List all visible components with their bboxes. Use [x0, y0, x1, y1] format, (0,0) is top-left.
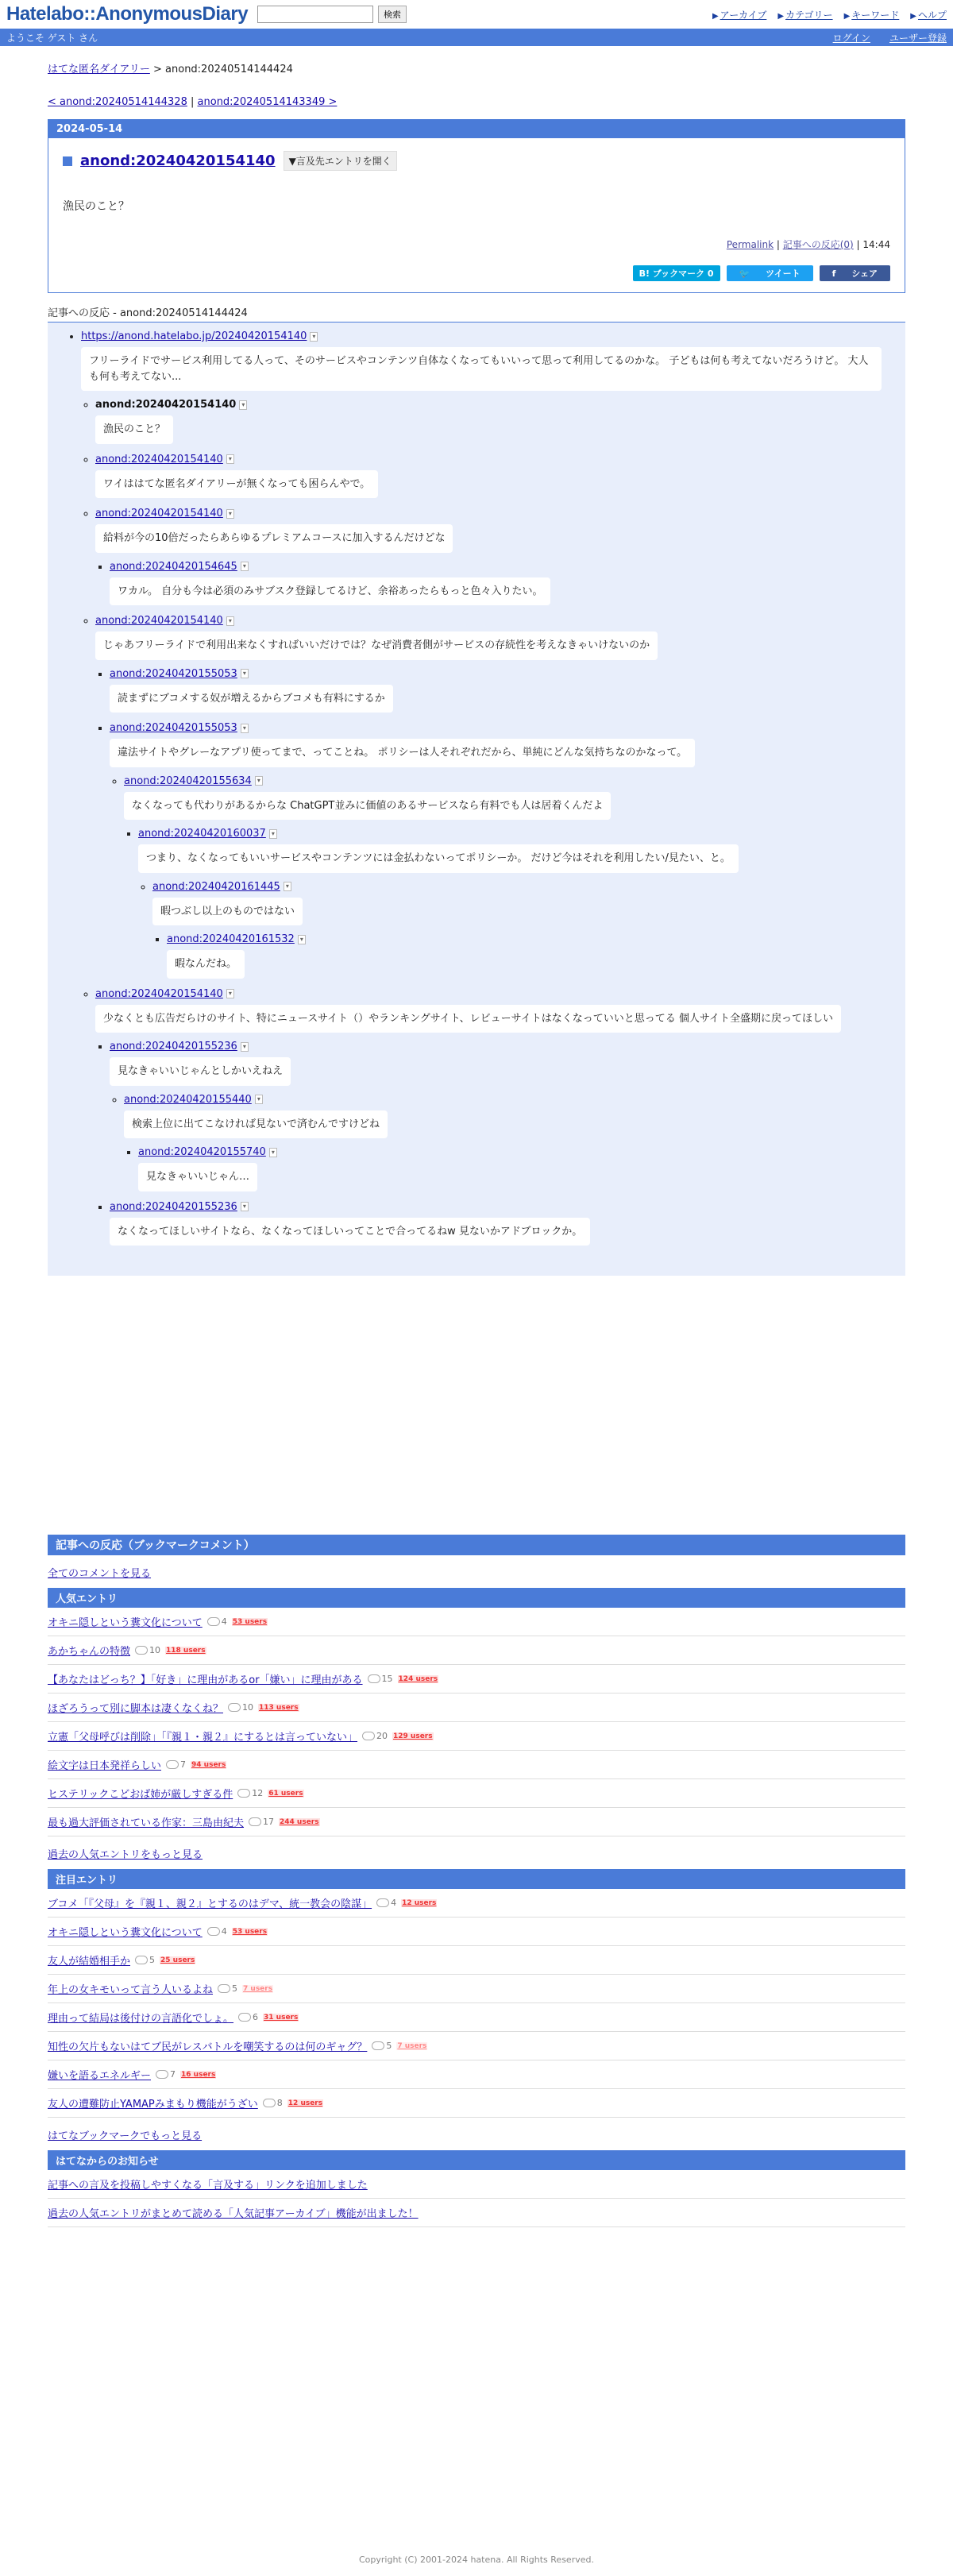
popular-section-title: 人気エントリ — [48, 1588, 905, 1608]
attention-title-link[interactable]: 嫌いを語るエネルギー — [48, 2070, 152, 2082]
toggle-icon[interactable]: ▾ — [241, 724, 249, 733]
bookmark-users-badge[interactable]: 53 users — [232, 1927, 268, 1936]
comment-count[interactable] — [218, 1983, 237, 1994]
reaction-item — [95, 615, 882, 982]
popular-title-link[interactable]: ほざろうって別に脚本は凄くなくね？ — [48, 1703, 224, 1715]
attention-item — [48, 2060, 905, 2089]
popular-more-link[interactable]: 過去の人気エントリをもっと見る — [48, 1849, 203, 1861]
reaction-text: なくなっても代わりがあるからな ChatGPT並みに価値のあるサービスなら有料でも人は居着くんだよ — [124, 792, 611, 821]
comment-count[interactable] — [368, 1674, 393, 1684]
nav-category[interactable] — [777, 8, 832, 21]
comment-number: 20 — [376, 1731, 388, 1741]
comment-bubble-icon — [372, 2041, 384, 2050]
attention-item — [48, 1946, 905, 1975]
reaction-text: なくなってほしいサイトなら、なくなってほしいってことで合ってるねw 見ないかアドブロックか。 — [110, 1218, 590, 1246]
bookmark-users-badge[interactable]: 25 users — [160, 1956, 195, 1964]
hatena-bookmark-button[interactable]: B! ブックマーク 0 — [633, 265, 720, 281]
attention-section-title: 注目エントリ — [48, 1869, 905, 1889]
attention-title-link[interactable]: 友人が結婚相手か — [48, 1956, 131, 1968]
reaction-text: ワイははてな匿名ダイアリーが無くなっても困らんやで。 — [95, 470, 378, 499]
search-input[interactable] — [257, 6, 373, 23]
reaction-item — [95, 508, 882, 608]
toggle-icon[interactable]: ▾ — [226, 509, 234, 519]
popular-item — [48, 1751, 905, 1779]
comment-bubble-icon — [362, 1732, 375, 1740]
bookmark-users-badge[interactable]: 12 users — [402, 1898, 437, 1907]
nav-archive[interactable] — [712, 8, 766, 21]
open-reference-button[interactable]: ▼言及先エントリを開く — [284, 151, 397, 171]
bookmark-users-badge[interactable]: 16 users — [181, 2070, 216, 2079]
copyright: Copyright (C) 2001-2024 hatena. All Rights Reserved. — [359, 2555, 594, 2565]
breadcrumb-sep: > — [152, 64, 162, 75]
bookmark-users-badge[interactable]: 118 users — [166, 1646, 206, 1655]
popular-item — [48, 1808, 905, 1836]
toggle-icon[interactable]: ▾ — [226, 616, 234, 626]
comment-number: 4 — [221, 1616, 227, 1627]
prev-entry-link[interactable]: < anond:20240514144328 — [48, 96, 187, 108]
toggle-icon[interactable]: ▾ — [255, 776, 263, 786]
toggle-icon[interactable]: ▾ — [226, 989, 234, 998]
register-link[interactable]: ユーザー登録 — [889, 32, 947, 44]
entry-time: 14:44 — [862, 239, 890, 250]
reaction-link[interactable]: ◦ anond:20240420154140 — [95, 508, 223, 519]
attention-item — [48, 2032, 905, 2060]
toggle-icon[interactable]: ▾ — [298, 935, 306, 944]
pager-sep: | — [191, 96, 195, 108]
reaction-link[interactable]: ◦ anond:20240420154140 — [95, 987, 223, 1000]
bookmark-section-title: 記事への反応（ブックマークコメント） — [48, 1535, 905, 1555]
tree-root-text: フリーライドでサービス利用してる人って、そのサービスやコンテンツ自体なくなってもいいって思って利用してるのかな。 子どもは何も考えてないだろうけど。 大人も何も考えてない... — [81, 347, 882, 391]
reaction-item — [124, 775, 882, 982]
reaction-item — [110, 1041, 882, 1195]
reaction-item — [138, 1146, 882, 1195]
popular-list — [48, 1608, 905, 1836]
reaction-item — [95, 454, 882, 502]
comment-count[interactable] — [156, 2069, 176, 2080]
breadcrumb-root[interactable]: はてな匿名ダイアリー — [48, 64, 150, 75]
attention-item — [48, 1918, 905, 1946]
comment-bubble-icon — [238, 2013, 251, 2022]
attention-item — [48, 2089, 905, 2118]
reaction-text: 見なきゃいいじゃん… — [138, 1163, 257, 1191]
comment-number: 12 — [252, 1788, 264, 1798]
tree-root — [81, 330, 882, 1249]
ad-space — [48, 1276, 905, 1530]
reaction-text: 漁民のこと？ — [95, 415, 173, 444]
popular-title-link[interactable]: ヒステリックこどおば姉が厳しすぎる件 — [48, 1789, 233, 1801]
reaction-text: 見なきゃいいじゃんとしかいえねえ — [110, 1057, 291, 1086]
attention-title-link[interactable]: ブコメ「『父母』を『親１、親２』とするのはデマ、統一教会の陰謀」 — [48, 1898, 372, 1910]
attention-item — [48, 1975, 905, 2003]
comment-number: 8 — [276, 2098, 283, 2108]
toggle-icon[interactable]: ▾ — [255, 1095, 263, 1104]
comment-number: 5 — [232, 1983, 238, 1994]
popular-title-link[interactable]: 【あなたはどっち？】「好き」に理由があるor「嫌い」に理由がある — [48, 1674, 363, 1686]
comment-count[interactable] — [372, 2041, 392, 2051]
comment-bubble-icon — [368, 1674, 380, 1683]
reaction-item — [152, 881, 882, 982]
toggle-icon[interactable]: ▾ — [284, 882, 291, 891]
comment-number: 4 — [221, 1926, 227, 1937]
comment-count[interactable] — [135, 1645, 160, 1655]
comment-count[interactable] — [376, 1898, 396, 1908]
attention-item — [48, 2003, 905, 2032]
toggle-icon[interactable]: ▾ — [269, 829, 277, 839]
attention-title-link[interactable]: オキニ隠しという糞文化について — [48, 1927, 203, 1939]
comment-bubble-icon — [237, 1789, 250, 1798]
tweet-button[interactable] — [727, 265, 813, 281]
attention-item — [48, 1889, 905, 1918]
reaction-link[interactable]: ▪ anond:20240420155236 — [110, 1041, 237, 1052]
share-buttons — [63, 265, 890, 281]
notice-section-title: はてなからのお知らせ — [48, 2150, 905, 2170]
toggle-icon[interactable]: ▾ — [241, 1202, 249, 1211]
entry-footer: Permalink | 記事への反応(0) | 14:44 — [726, 239, 890, 250]
toggle-icon[interactable]: ▾ — [239, 400, 247, 410]
reaction-link[interactable]: ▪ anond:20240420155740 — [138, 1146, 266, 1158]
comment-bubble-icon — [207, 1617, 220, 1626]
comment-count[interactable] — [207, 1926, 227, 1937]
nav-help[interactable] — [910, 8, 947, 21]
next-entry-link[interactable]: anond:20240514143349 > — [197, 96, 338, 108]
reaction-name: ◦ anond:20240420154140 — [95, 399, 237, 411]
attention-more-link[interactable]: はてなブックマークでもっと見る — [48, 2130, 203, 2142]
comment-count[interactable] — [362, 1731, 388, 1741]
nav-help-link[interactable]: ヘルプ — [917, 9, 947, 21]
comment-count[interactable] — [228, 1702, 253, 1713]
user-bar — [0, 29, 953, 46]
comment-count[interactable] — [263, 2098, 283, 2108]
attention-title-link[interactable]: 知性の欠片もないはてブ民がレスバトルを嘲笑するのは何のギャグ？ — [48, 2041, 368, 2053]
comment-bubble-icon — [228, 1703, 241, 1712]
attention-title-link[interactable]: 友人の遭難防止YAMAPみまもり機能がうざい — [48, 2099, 258, 2111]
bookmark-users-badge[interactable]: 113 users — [259, 1703, 299, 1712]
comment-count[interactable] — [238, 2012, 258, 2022]
popular-title-link[interactable]: あかちゃんの特徴 — [48, 1646, 131, 1658]
comment-count[interactable] — [249, 1817, 274, 1827]
comment-number: 10 — [242, 1702, 254, 1713]
reaction-item — [110, 668, 882, 716]
reaction-link[interactable]: ▪ anond:20240420160037 — [138, 828, 266, 840]
popular-title-link[interactable]: 最も過大評価されている作家：三島由紀夫 — [48, 1817, 245, 1829]
bookmark-users-badge[interactable]: 61 users — [268, 1789, 303, 1798]
comment-number: 17 — [263, 1817, 275, 1827]
reaction-text: 検索上位に出てこなければ見ないで済むんですけどね — [124, 1110, 388, 1139]
popular-item — [48, 1722, 905, 1751]
bookmark-users-badge[interactable]: 94 users — [191, 1760, 226, 1769]
permalink-link[interactable]: Permalink — [726, 239, 774, 250]
comment-count[interactable] — [135, 1955, 155, 1965]
notice-link[interactable]: 記事への言及を投稿しやすくなる「言及する」リンクを追加しました — [48, 2180, 368, 2192]
reaction-item — [167, 933, 882, 982]
notice-link[interactable]: 過去の人気エントリがまとめて読める「人気記事アーカイブ」機能が出ました！ — [48, 2208, 419, 2220]
comment-bubble-icon — [166, 1760, 179, 1769]
nav-archive-link[interactable]: アーカイブ — [720, 9, 767, 21]
comment-number: 7 — [180, 1759, 187, 1770]
reaction-link[interactable]: ◦ anond:20240420154140 — [95, 453, 223, 465]
reaction-link[interactable]: ◦ anond:20240420154140 — [95, 615, 223, 627]
comment-number: 6 — [253, 2012, 259, 2022]
popular-item — [48, 1779, 905, 1808]
comment-count[interactable] — [166, 1759, 186, 1770]
comment-bubble-icon — [207, 1927, 220, 1936]
toggle-icon[interactable]: ▾ — [241, 562, 249, 571]
facebook-share-button[interactable] — [820, 265, 890, 281]
reaction-text: 暇つぶし以上のものではない — [152, 898, 303, 926]
reaction-link[interactable]: ▪ anond:20240420155236 — [110, 1200, 237, 1213]
attention-list — [48, 1889, 905, 2118]
reaction-link[interactable]: ◦ anond:20240420155634 — [124, 774, 252, 787]
entry-title-row — [63, 151, 890, 171]
nav-category-link[interactable]: カテゴリー — [785, 9, 833, 21]
comment-bubble-icon — [249, 1817, 261, 1826]
top-header — [0, 0, 953, 29]
reaction-text: 違法サイトやグレーなアプリ使ってまで、ってことね。 ポリシーは人それぞれだから、単純にどんな気持ちなのかなって。 — [110, 739, 695, 767]
bookmark-users-badge[interactable]: 12 users — [287, 2099, 323, 2107]
twitter-icon: 🐦 — [739, 268, 750, 279]
reaction-item — [110, 561, 882, 609]
comment-bubble-icon — [263, 2099, 276, 2107]
bookmark-users-badge[interactable]: 244 users — [280, 1817, 319, 1826]
entry-title-link[interactable]: anond:20240420154140 — [80, 153, 276, 169]
welcome-text: ようこそ ゲスト さん — [6, 32, 98, 44]
reaction-item — [110, 1201, 882, 1249]
popular-item — [48, 1694, 905, 1722]
reaction-text: じゃあフリーライドで利用出来なくすればいいだけでは？なぜ消費者側がサービスの存続性を考えなきゃいけないのか — [95, 631, 658, 660]
attention-title-link[interactable]: 年上の女キモいって言う人いるよね — [48, 1984, 214, 1996]
reaction-link[interactable]: ▪ anond:20240420155053 — [110, 722, 237, 734]
reaction-text: つまり、なくなってもいいサービスやコンテンツには金払わないってポリシーか。 だけど今はそれを利用したい/見たい、と。 — [138, 844, 739, 873]
reaction-tree — [48, 322, 905, 1276]
comment-bubble-icon — [135, 1956, 148, 1964]
nav-keyword-link[interactable]: キーワード — [851, 9, 900, 21]
reaction-item — [95, 988, 882, 1249]
breadcrumb-current: anond:20240514144424 — [165, 64, 293, 75]
facebook-icon: f — [831, 268, 836, 279]
comment-number: 7 — [170, 2069, 176, 2080]
search-button[interactable]: 検索 — [378, 6, 407, 23]
site-logo[interactable]: Hatelabo::AnonymousDiary — [6, 3, 249, 25]
bookmark-users-badge[interactable]: 124 users — [398, 1674, 438, 1683]
toggle-icon[interactable]: ▾ — [226, 454, 234, 464]
popular-item — [48, 1665, 905, 1694]
popular-item — [48, 1608, 905, 1636]
comment-number: 4 — [391, 1898, 397, 1908]
bookmark-users-badge[interactable]: 53 users — [232, 1617, 268, 1626]
reaction-item — [124, 1094, 882, 1195]
comment-number: 10 — [149, 1645, 161, 1655]
reaction-text: 給料が今の10倍だったらあらゆるプレミアムコースに加入するんだけどな — [95, 524, 453, 553]
main-content — [48, 46, 905, 2227]
header-nav — [712, 8, 947, 21]
attention-title-link[interactable]: 理由って結局は後付けの言語化でしょ。 — [48, 2013, 234, 2025]
reaction-link[interactable]: ◦ anond:20240420155440 — [124, 1093, 252, 1106]
reaction-count-link[interactable]: 記事への反応(0) — [782, 239, 854, 250]
reaction-item — [95, 399, 882, 447]
bookmark-users-badge[interactable]: 31 users — [264, 2013, 299, 2022]
notice-item — [48, 2170, 905, 2199]
share-label: シェア — [851, 268, 878, 279]
reaction-link[interactable]: ▪ anond:20240420161532 — [167, 933, 295, 945]
toggle-icon[interactable]: ▾ — [310, 332, 318, 342]
login-link[interactable]: ログイン — [832, 32, 870, 44]
reaction-text: 暇なんだね。 — [167, 950, 245, 979]
toggle-icon[interactable]: ▾ — [269, 1148, 277, 1157]
notice-item — [48, 2199, 905, 2227]
comment-count[interactable] — [207, 1616, 227, 1627]
all-comments-link[interactable]: 全てのコメントを見る — [48, 1568, 152, 1580]
popular-title-link[interactable]: 絵文字は日本発祥らしい — [48, 1760, 162, 1772]
comment-count[interactable] — [237, 1788, 263, 1798]
toggle-icon[interactable]: ▾ — [241, 1042, 249, 1052]
nav-keyword[interactable] — [844, 8, 900, 21]
comment-bubble-icon — [218, 1984, 230, 1993]
toggle-icon[interactable]: ▾ — [241, 669, 249, 678]
comment-bubble-icon — [156, 2070, 168, 2079]
reaction-text: 少なくとも広告だらけのサイト、特にニュースサイト（）やランキングサイト、レビューサイトはなくなっていいと思ってる 個人サイト全盛期に戻ってほしい — [95, 1005, 841, 1033]
comment-bubble-icon — [376, 1898, 389, 1907]
entry-pager — [48, 96, 905, 108]
tweet-label: ツイート — [766, 268, 801, 279]
comment-number: 5 — [386, 2041, 392, 2051]
reaction-text: ワカル。 自分も今は必須のみサブスク登録してるけど、余裕あったらもっと色々入りたい。 — [110, 577, 550, 606]
comment-number: 5 — [149, 1955, 156, 1965]
popular-title-link[interactable]: オキニ隠しという糞文化について — [48, 1617, 203, 1629]
arrow-icon: ▶ — [843, 11, 851, 21]
day-date: 2024-05-14 — [48, 120, 905, 138]
comment-number: 15 — [381, 1674, 393, 1684]
reaction-item — [110, 722, 882, 982]
arrow-icon: ▶ — [777, 11, 785, 21]
day-box — [48, 119, 905, 293]
reaction-link[interactable]: ◦ anond:20240420161445 — [152, 880, 280, 893]
popular-item — [48, 1636, 905, 1665]
reaction-item — [138, 828, 882, 982]
popular-title-link[interactable]: 立憲「父母呼びは削除」「『親１・親２』にするとは言っていない」 — [48, 1732, 358, 1744]
arrow-icon: ▶ — [910, 11, 916, 21]
entry-square-icon — [63, 156, 72, 166]
bookmark-users-badge[interactable]: 7 users — [243, 1984, 273, 1993]
bookmark-users-badge[interactable]: 129 users — [393, 1732, 433, 1740]
breadcrumb — [48, 60, 905, 75]
arrow-icon: ▶ — [712, 11, 719, 21]
comment-bubble-icon — [135, 1646, 148, 1655]
reactions-title: 記事への反応 - anond:20240514144424 — [48, 304, 905, 322]
entry-body: 漁民のこと？ — [63, 200, 129, 213]
tree-root-link[interactable]: • https://anond.hatelabo.jp/20240420154140 — [81, 330, 307, 342]
reaction-link[interactable]: ▪ anond:20240420154645 — [110, 560, 237, 573]
reaction-text: 読まずにブコメする奴が増えるからブコメも有料にするか — [110, 685, 393, 713]
reaction-link[interactable]: ▪ anond:20240420155053 — [110, 667, 237, 680]
bookmark-users-badge[interactable]: 7 users — [397, 2041, 427, 2050]
